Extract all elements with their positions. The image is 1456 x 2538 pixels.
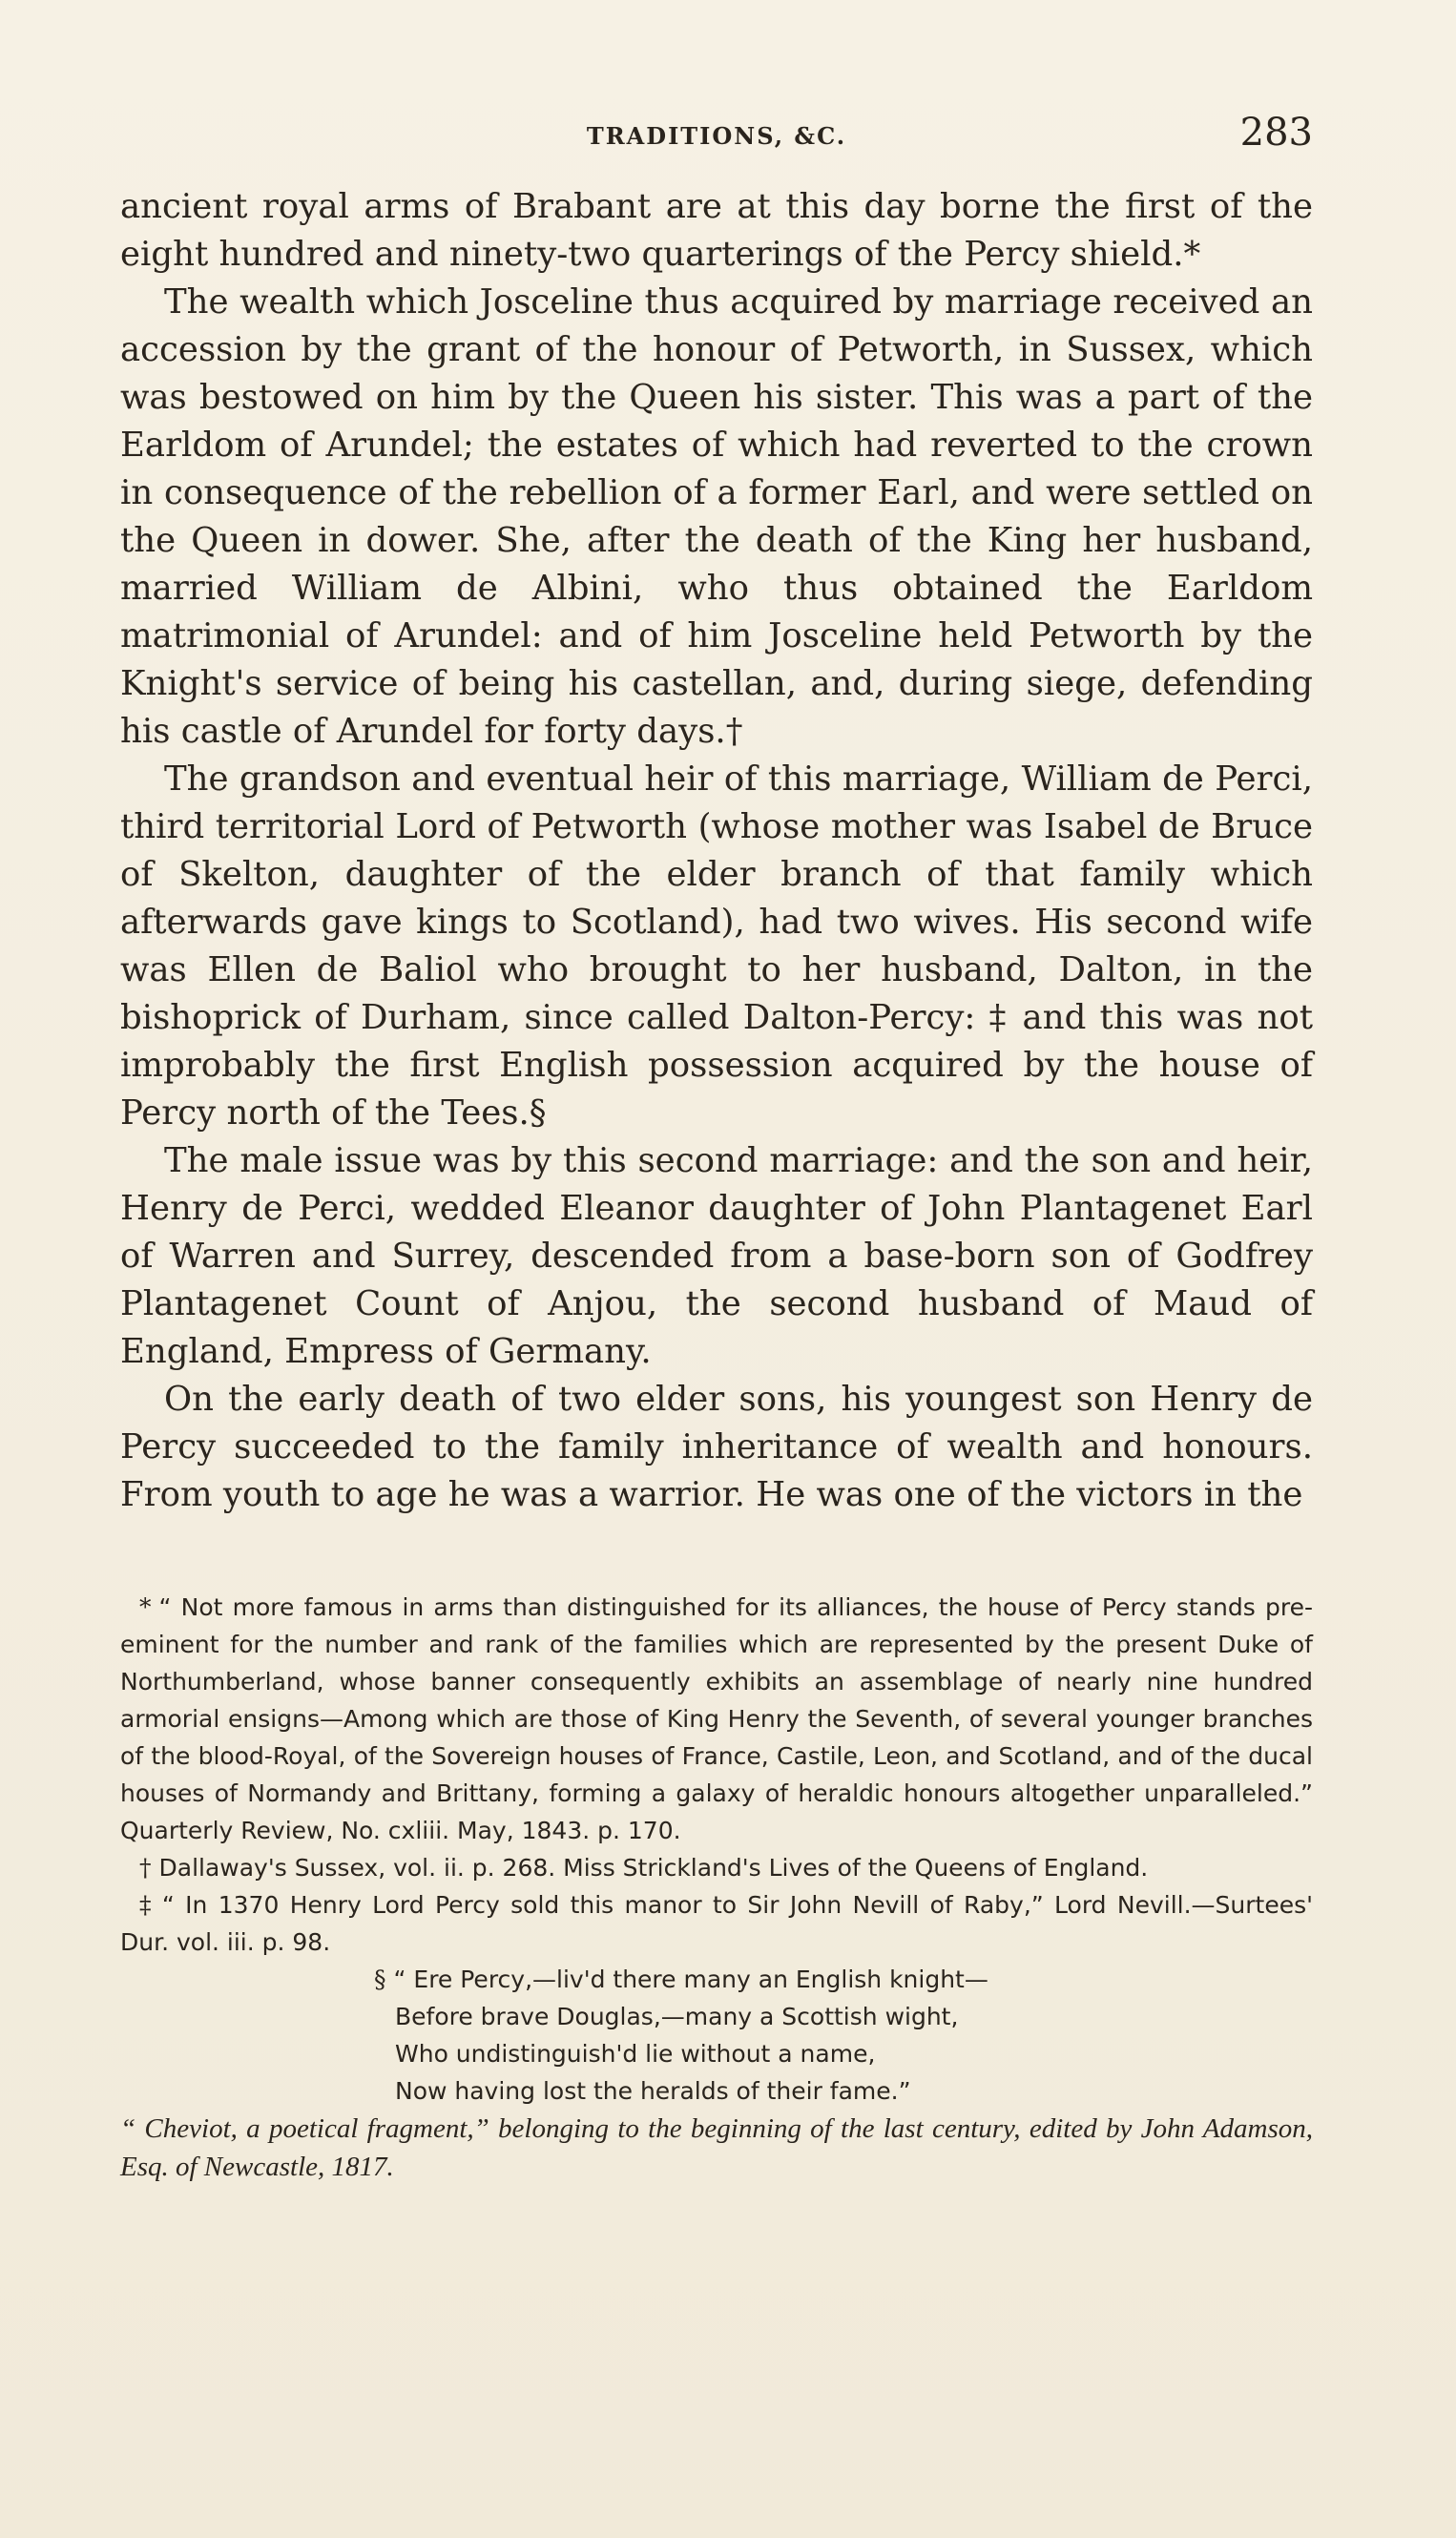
verse-line: Before brave Douglas,—many a Scottish wight, [395, 2003, 959, 2030]
footnote [120, 1849, 1313, 1886]
verse-line: Who undistinguish'd lie without a name, [395, 2040, 876, 2068]
footnote [120, 1886, 1313, 1961]
paragraph: The wealth which Josceline thus acquired by marriage received an accession by the grant of the honour of Petworth, in Sussex, which was bestowed on him by the Queen his sister. This was a part of the Earldom of Arundel; the estates of which had reverted to the crown in consequence of the rebellion of a former Earl, and were settled on the Queen in dower. She, after the death of the King her husband, married William de Albini, who thus obtained the Earldom matrimonial of Arundel: and of him Josceline held Petworth by the Knight's service of being his castellan, and, during siege, defending his castle of Arundel for forty days.† [120, 282, 1313, 751]
footnote [120, 1589, 1313, 1849]
main-text [120, 183, 1313, 1519]
paragraph: The grandson and eventual heir of this marriage, William de Perci, third territorial Lord of Petworth (whose mother was Isabel de Bruce of Skelton, daughter of the elder branch of that family which afterwards gave kings to Scotland), had two wives. His second wife was Ellen de Baliol who brought to her husband, Dalton, in the bishoprick of Durham, since called Dalton-Percy: ‡ and this was not improbably the first English possession acquired by the house of Percy north of the Tees.§ [120, 759, 1313, 1133]
paragraph: ancient royal arms of Brabant are at this day borne the first of the eight hundred and ninety-two quarterings of the Percy shield.* [120, 187, 1313, 274]
footnote-text: Dallaway's Sussex, vol. ii. p. 268. Miss Strickland's Lives of the Queens of England. [158, 1854, 1149, 1882]
footnote-text: “ In 1370 Henry Lord Percy sold this manor to Sir John Nevill of Raby,” Lord Nevill.—Surtees' Dur. vol. iii. p. 98. [120, 1891, 1313, 1956]
footnotes [120, 1589, 1313, 2186]
footnote-verse [120, 1961, 1313, 2110]
footnote-marker: † [139, 1854, 152, 1882]
footnote-text: “ Not more famous in arms than distinguished for its alliances, the house of Percy stands pre-eminent for the number and rank of the families which are represented by the present Duke of Northumberland, whose banner consequently exhibits an assemblage of nearly nine hundred armorial ensigns—Among which are those of King Henry the Seventh, of several younger branches of the blood-Royal, of the Sovereign houses of France, Castile, Leon, and Scotland, and of the ducal houses of Normandy and Brittany, forming a galaxy of heraldic honours altogether unparalleled.” Quarterly Review, No. cxliii. May, 1843. p. 170. [120, 1593, 1313, 1844]
running-title: TRADITIONS, &C. [586, 122, 847, 150]
paragraph: On the early death of two elder sons, his youngest son Henry de Percy succeeded to the family inheritance of wealth and honours. From youth to age he was a warrior. He was one of the victors in the [120, 1380, 1313, 1514]
footnote-marker: ‡ [139, 1891, 155, 1919]
footnote-marker: * [139, 1593, 152, 1621]
verse-text: “ Ere Percy,—liv'd there many an English knight— [393, 1966, 988, 1993]
verse-line [374, 1961, 1313, 1998]
footnote-marker: § [374, 1966, 386, 1993]
page-number: 283 [1239, 111, 1313, 155]
page-header [120, 105, 1313, 162]
paragraph: The male issue was by this second marriage: and the son and heir, Henry de Perci, wedded Eleanor daughter of John Plantagenet Earl of Warren and Surrey, descended from a base-born son of Godfrey Plantagenet Count of Anjou, the second husband of Maud of England, Empress of Germany. [120, 1141, 1313, 1371]
verse-citation: “ Cheviot, a poetical fragment,” belonging to the beginning of the last century, edited by John Adamson, Esq. of Newcastle, 1817. [120, 2113, 1313, 2182]
verse-line: Now having lost the heralds of their fame.” [395, 2077, 911, 2105]
